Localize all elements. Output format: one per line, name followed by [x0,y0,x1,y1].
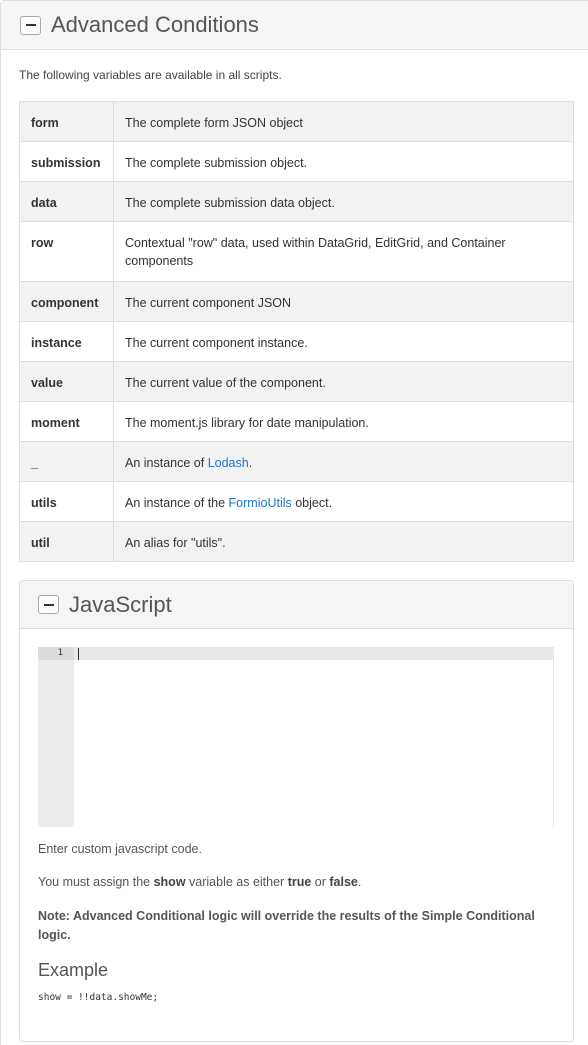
variable-name: util [20,522,114,562]
table-row [20,142,574,182]
variable-description: The complete submission data object. [114,182,574,222]
variable-description: An alias for "utils". [114,522,574,562]
variable-name: data [20,182,114,222]
desc-prefix: An instance of [125,456,208,470]
javascript-title: JavaScript [69,591,172,617]
override-note: Note: Advanced Conditional logic will override the results of the Simple Conditional logic. [38,909,535,942]
variable-description: The current value of the component. [114,362,574,402]
advanced-conditions-header[interactable] [1,1,588,50]
table-row [20,222,574,282]
variable-name: form [20,102,114,142]
editor-gutter [38,647,74,827]
help-or: or [311,875,330,889]
variable-name: value [20,362,114,402]
variable-description: The current component instance. [114,322,574,362]
code-editor[interactable] [38,647,554,827]
desc-suffix: object. [291,496,333,510]
help-text-assign [38,875,361,889]
table-row [20,182,574,222]
table-row [20,282,574,322]
example-heading: Example [38,960,109,980]
help-text-custom-code: Enter custom javascript code. [38,842,202,856]
collapse-minus-icon[interactable] [38,595,59,614]
collapse-minus-icon[interactable] [20,16,41,35]
formioutils-link[interactable]: FormioUtils [228,496,292,510]
table-row [20,322,574,362]
variables-intro-text: The following variables are available in all scripts. [19,68,282,82]
variable-description: Contextual "row" data, used within DataGrid, EditGrid, and Container components [114,222,574,282]
variable-name: component [20,282,114,322]
false-keyword: false [329,875,358,889]
variable-name: utils [20,482,114,522]
table-row [20,362,574,402]
variable-description: The complete submission object. [114,142,574,182]
desc-suffix: . [248,456,253,470]
lodash-link[interactable]: Lodash [207,456,249,470]
show-keyword: show [153,875,186,889]
text-cursor [78,648,79,660]
javascript-header[interactable] [20,581,573,629]
variable-description: The moment.js library for date manipulation. [114,402,574,442]
active-line-highlight [74,647,554,660]
help-end: . [357,875,362,889]
desc-prefix: An instance of the [125,496,229,510]
line-number: 1 [38,647,74,660]
variable-name: _ [20,442,114,482]
true-keyword: true [287,875,312,889]
variable-description: The complete form JSON object [114,102,574,142]
table-row [20,402,574,442]
help-prefix: You must assign the [38,875,154,889]
variable-description [114,442,574,482]
variable-name: row [20,222,114,282]
table-row [20,522,574,562]
variable-description [114,482,574,522]
table-row [20,442,574,482]
variable-name: instance [20,322,114,362]
example-code: show = !!data.showMe; [38,992,159,1003]
table-row [20,102,574,142]
help-mid: variable as either [185,875,288,889]
table-row [20,482,574,522]
javascript-panel [19,580,574,1042]
variable-name: submission [20,142,114,182]
variables-table [19,101,574,562]
advanced-conditions-title: Advanced Conditions [51,12,259,37]
variable-name: moment [20,402,114,442]
variable-description: The current component JSON [114,282,574,322]
